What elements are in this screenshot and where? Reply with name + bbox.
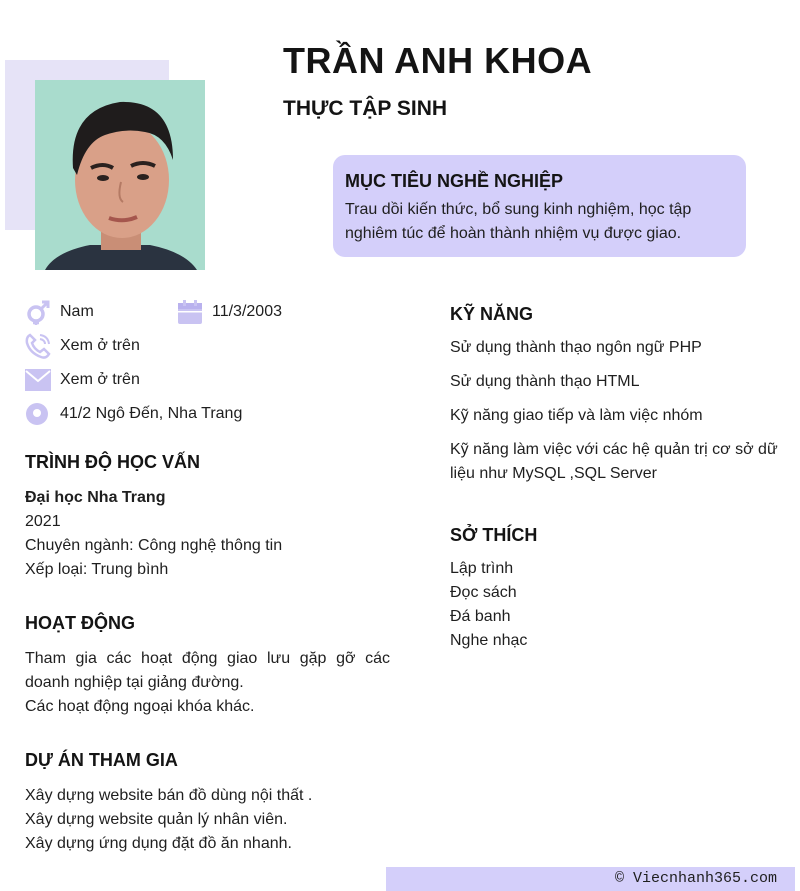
project-item: Xây dựng website quản lý nhân viên. bbox=[25, 811, 288, 828]
hobby-item: Nghe nhạc bbox=[450, 632, 528, 649]
projects-title: DỰ ÁN THAM GIA bbox=[25, 750, 178, 770]
gender-icon bbox=[25, 299, 51, 325]
phone-row bbox=[25, 333, 140, 359]
footer-copyright: © Viecnhanh365.com bbox=[386, 867, 795, 891]
skill-item: Kỹ năng làm việc với các hệ quản trị cơ sở dữ liệu như MySQL ,SQL Server bbox=[450, 441, 778, 482]
skill-item: Sử dụng thành thạo ngôn ngữ PHP bbox=[450, 339, 702, 356]
skill-item: Kỹ năng giao tiếp và làm việc nhóm bbox=[450, 407, 703, 424]
objective-title: MỤC TIÊU NGHỀ NGHIỆP bbox=[345, 171, 564, 191]
activities-block bbox=[25, 647, 390, 719]
phone-value: Xem ở trên bbox=[60, 337, 140, 354]
calendar-icon bbox=[177, 299, 203, 325]
education-school: Đại học Nha Trang bbox=[25, 489, 166, 506]
candidate-name: TRẦN ANH KHOA bbox=[283, 40, 593, 81]
skills-block bbox=[450, 336, 780, 496]
objective-box bbox=[333, 155, 746, 257]
objective-text: Trau dồi kiến thức, bổ sung kinh nghiệm, học tập nghiêm túc để hoàn thành nhiệm vụ được giao. bbox=[345, 201, 692, 242]
activity-item: Các hoạt động ngoại khóa khác. bbox=[25, 698, 255, 715]
profile-photo bbox=[35, 80, 205, 270]
project-item: Xây dựng ứng dụng đặt đồ ăn nhanh. bbox=[25, 835, 292, 852]
activity-item: Tham gia các hoạt động giao lưu gặp gỡ các doanh nghiệp tại giảng đường. bbox=[25, 650, 390, 691]
candidate-position: THỰC TẬP SINH bbox=[283, 97, 448, 120]
address-row bbox=[25, 401, 242, 427]
skills-title: KỸ NĂNG bbox=[450, 304, 534, 324]
email-row bbox=[25, 367, 140, 393]
email-icon bbox=[25, 367, 51, 393]
education-rank: Xếp loại: Trung bình bbox=[25, 561, 169, 578]
birthdate-value: 11/3/2003 bbox=[212, 303, 282, 320]
projects-block bbox=[25, 784, 395, 856]
education-block bbox=[25, 486, 395, 582]
hobbies-title: SỞ THÍCH bbox=[450, 525, 538, 545]
skill-item: Sử dụng thành thạo HTML bbox=[450, 373, 640, 390]
email-value: Xem ở trên bbox=[60, 371, 140, 388]
gender-value: Nam bbox=[60, 303, 94, 320]
education-title: TRÌNH ĐỘ HỌC VẤN bbox=[25, 452, 200, 472]
hobbies-block bbox=[450, 557, 780, 653]
education-major: Chuyên ngành: Công nghệ thông tin bbox=[25, 537, 283, 554]
gender-row bbox=[25, 299, 94, 325]
hobby-item: Đá banh bbox=[450, 608, 511, 625]
project-item: Xây dựng website bán đồ dùng nội thất . bbox=[25, 787, 313, 804]
location-pin-icon bbox=[25, 401, 51, 427]
birthdate-row bbox=[177, 299, 282, 325]
phone-icon bbox=[25, 333, 51, 359]
hobby-item: Lập trình bbox=[450, 560, 514, 577]
address-value: 41/2 Ngô Đến, Nha Trang bbox=[60, 405, 243, 422]
hobby-item: Đọc sách bbox=[450, 584, 517, 601]
education-year: 2021 bbox=[25, 513, 61, 530]
activities-title: HOẠT ĐỘNG bbox=[25, 613, 135, 633]
profile-photo-image bbox=[35, 80, 205, 270]
